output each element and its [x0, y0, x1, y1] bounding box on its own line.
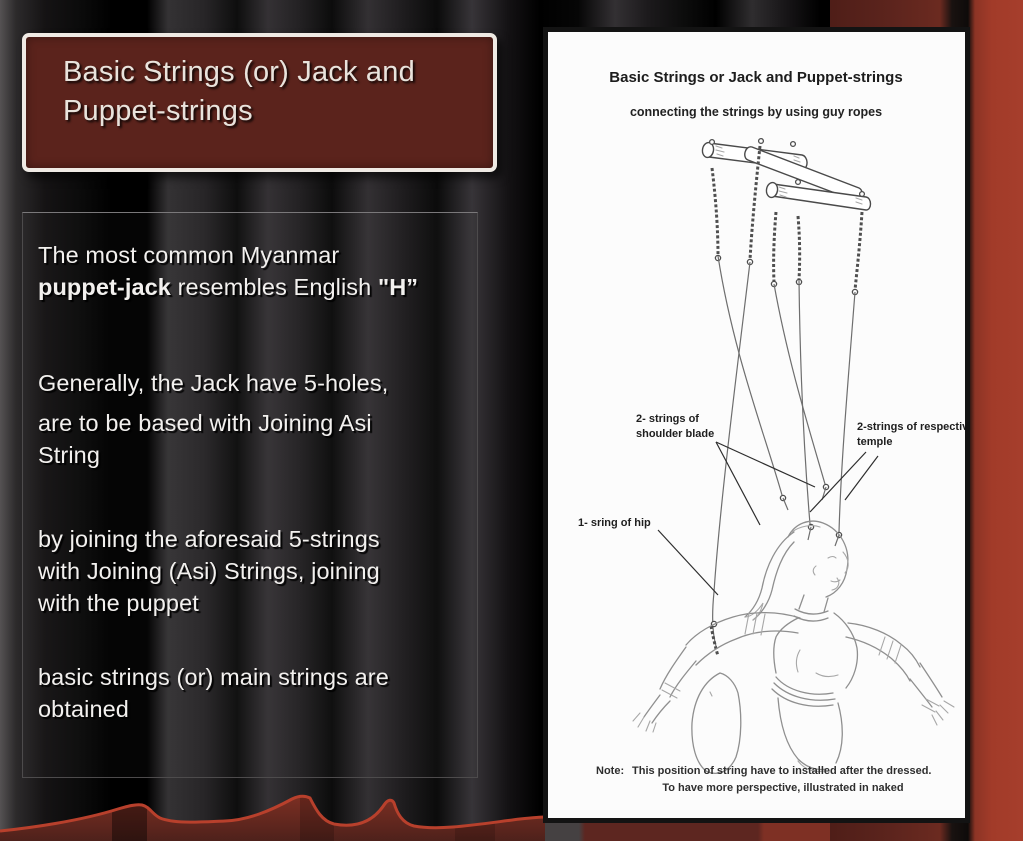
note-line1: This position of string have to installed after the dressed.: [632, 765, 932, 777]
slide-title-line2: Puppet-strings: [63, 94, 253, 127]
paragraph-puppet-jack: [38, 240, 469, 304]
body-bold-h: "H”: [377, 273, 419, 300]
note-label: Note:: [596, 765, 625, 777]
diagram-note: [596, 765, 932, 794]
body-line-1: The most common Myanmar: [38, 242, 340, 268]
paragraph-joining: [38, 524, 469, 620]
string-temple-left: [799, 280, 810, 524]
paragraph-jack-holes: [38, 368, 469, 400]
puppet-ponytail: [745, 532, 794, 620]
marionette-diagram: [548, 32, 965, 818]
label-temple-line2: temple: [857, 436, 893, 448]
leader-shoulder-1: [716, 442, 815, 487]
string-shoulder-left: [718, 256, 782, 495]
diagram-title: Basic Strings or Jack and Puppet-strings: [609, 69, 903, 86]
body-line-7: with Joining (Asi) Strings, joining: [38, 557, 380, 584]
slide-title: [63, 53, 475, 130]
body-line-3: Generally, the Jack have 5-holes,: [38, 369, 389, 396]
label-temple-line1: 2-strings of respective: [857, 421, 965, 433]
label-shoulder-line2: shoulder blade: [636, 428, 715, 440]
slide-title-line1: Basic Strings (or) Jack and: [63, 56, 415, 88]
body-line-9: basic strings (or) main strings are: [38, 663, 389, 690]
slide-title-box: [22, 33, 497, 172]
body-line-2: resembles English: [170, 273, 378, 300]
leader-hip: [658, 530, 718, 595]
body-line-10: obtained: [38, 695, 129, 722]
puppet-strings: [711, 256, 855, 656]
diagram-annotations: [578, 413, 965, 595]
puppet-figure: [633, 521, 954, 773]
puppet-torso: [772, 613, 857, 706]
string-hip: [713, 262, 750, 646]
leader-temple-2: [845, 456, 878, 500]
body-text-box: [22, 212, 478, 778]
body-line-4: are to be based with Joining Asi: [38, 409, 372, 436]
paragraph-asi-string: [38, 408, 469, 472]
puppet-left-arm: [633, 613, 800, 732]
bottom-red-strip: [543, 822, 830, 841]
body-line-8: with the puppet: [38, 589, 199, 616]
string-temple-right: [839, 292, 855, 532]
label-shoulder-line1: 2- strings of: [636, 413, 699, 425]
label-hip: 1- sring of hip: [578, 517, 651, 529]
puppet-jack-bars: [702, 139, 871, 210]
paragraph-basic-strings: [38, 662, 469, 726]
leader-shoulder-2: [716, 442, 760, 525]
puppet-legs: [692, 673, 842, 773]
body-line-5: String: [38, 441, 100, 468]
diagram-subtitle: connecting the strings by using guy ropes: [629, 105, 883, 119]
note-line2: To have more perspective, illustrated in naked: [662, 782, 904, 794]
red-wave-decoration: [0, 781, 545, 841]
body-bold-puppet-jack: puppet-jack: [38, 273, 171, 300]
puppet-right-arm: [846, 623, 954, 725]
body-line-6: by joining the aforesaid 5-strings: [38, 525, 380, 552]
diagram-panel: [543, 27, 970, 823]
